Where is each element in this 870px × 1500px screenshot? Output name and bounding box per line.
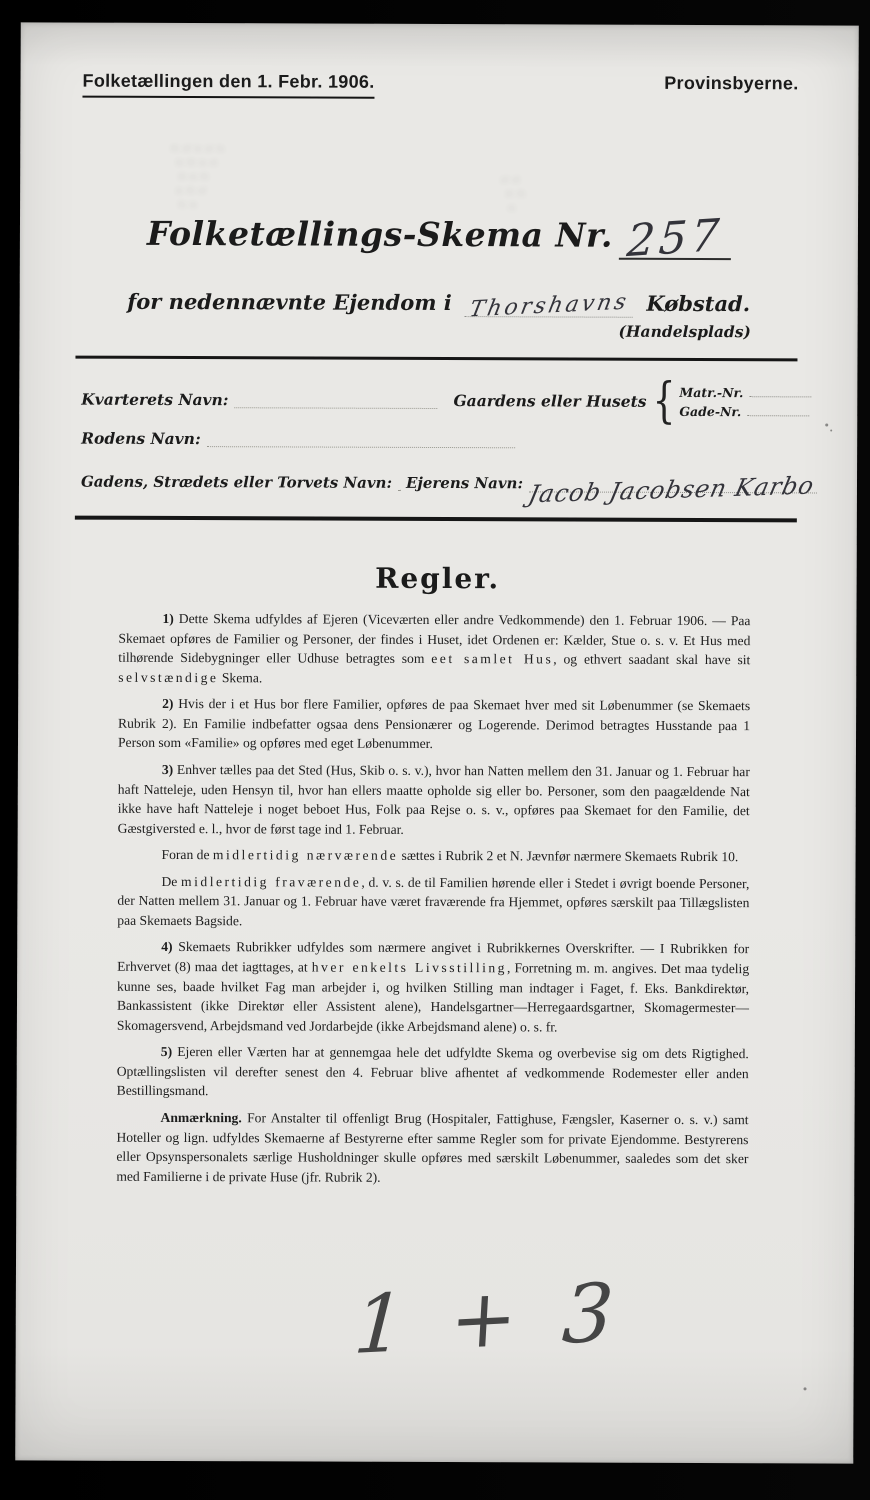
matr-nr-label: Matr.-Nr. — [679, 384, 744, 400]
rodens-navn-field — [207, 430, 516, 448]
form-row-kvarter — [81, 373, 811, 430]
kvarterets-navn-label: Kvarterets Navn: — [81, 389, 229, 410]
regler-paragraph: 4) Skemaets Rubrikker udfyldes som nærmere angivet i Rubrikkernes Overskrifter. — I Rubrikken for Erhvervet (8) maa det iagttages, at hver enkelts Livsstilling, Forretning m. m. angives. Det maa tydelig kunne ses, baade hvilket Fag man arbejder i, og hvilken Stilling man indtager i Faget, f. Eks. Bankdirektør, Bankassistent (ikke Direktør eller Assistent alene), Handelsgartner—Herregaardsgartner, Skomagermester—Skomagersvend, Arbejdsmand ved Jordarbejde (ikke Arbejdsmand alene) o. s. fr. — [116, 939, 750, 1035]
page-header — [82, 71, 798, 101]
gadens-navn-label: Gadens, Strædets eller Torvets Navn: — [80, 472, 393, 492]
gade-nr-line — [679, 403, 811, 419]
form-title-row — [20, 204, 858, 268]
gaardens-husets-group — [453, 373, 811, 430]
form-title: Folketællings-Skema Nr. — [146, 213, 614, 255]
regler-paragraph: De midlertidig fraværende, d. v. s. de til Familien hørende eller i Stedet i øvrigt boende Personer, der Natten mellem 31. Januar og 1. Februar have været fraværende fra Hjemmet, opføres særskilt paa Tillægslisten paa Skemaets Bagside. — [117, 873, 750, 929]
gade-nr-label: Gade-Nr. — [679, 403, 742, 419]
regler-paragraph: 5) Ejeren eller Værten har at gennemgaa hele det udfyldte Skema og overbevise sig om dets Rigtighed. Optællingslisten vil derefter senest den 4. Februar blive afhentet af vedkommende Rodemester eller anden Bestillingsmand. — [116, 1044, 749, 1099]
matr-nr-line — [679, 384, 811, 400]
regler-heading: Regler. — [375, 561, 501, 596]
regler-paragraph: 2) Hvis der i et Hus bor flere Familier, opføres de paa Skemaet hver med sit Løbenummer (se Skemaets Rubrik 2). En Familie indbefatter ogsaa dens Pensionærer og Logerende. Derimod betragtes Husstande paa 1 Person som «Familie» og opføres med eget Løbenummer. — [117, 696, 751, 752]
subtitle-note: (Handelsplads) — [618, 321, 751, 342]
gade-nr-field — [747, 404, 809, 416]
regler-paragraph: Anmærkning. For Anstalter til offenligt Brug (Hospitaler, Fattighuse, Fængsler, Kaserner o. s. v.) samt Hoteller og lign. udfyldes Skemaerne af Bestyrerne efter samme Regler som for private Ejendomme. Bestyrerens eller Opsynspersonalets særlige Husholdninger skulle opføres med særskilt Løbenummer, saaledes som det sker med Familierne i de private Huse (jfr. Rubrik 2). — [116, 1109, 749, 1185]
form-row-rode — [81, 429, 521, 450]
subtitle-prefix: for nedennævnte Ejendom i — [127, 288, 452, 316]
place-name-handwritten: Thorshavns — [467, 289, 631, 323]
nr-column — [679, 384, 811, 419]
scan-speckle — [830, 430, 832, 432]
gadens-navn-field — [398, 475, 400, 491]
scan-speckle — [825, 423, 828, 426]
regler-paragraph: 1) Dette Skema udfyldes af Ejeren (Viceværten eller andre Vedkommende) den 1. Februar 1906. — Paa Skemaet opføres de Familier og Personer, der findes i Huset, idet Ordenen er: Kælder, Stue o. s. v. Et Hus med tilhørende Sidebygninger eller Udhuse betragtes som eet samlet Hus, og ethvert saadant skal have sit selvstændige Skema. — [118, 610, 751, 686]
ejerens-navn-label: Ejerens Navn: — [405, 473, 524, 493]
form-subtitle-row — [20, 288, 858, 323]
form-number-field — [619, 207, 731, 268]
horizontal-rule-bottom — [75, 516, 797, 522]
form-number-handwritten: 257 — [625, 209, 725, 268]
header-title-left: Folketællingen den 1. Febr. 1906. — [82, 71, 374, 99]
bleed-through-ghost: ilf tfl lfi ffi tli — [500, 175, 526, 215]
regler-paragraph: Foran de midlertidig nærværende sættes i Rubrik 2 et N. Jævnfør nærmere Skemaets Rubrik 10. — [161, 847, 739, 865]
regler-paragraph: 3) Enhver tælles paa det Sted (Hus, Skib o. s. v.), hvor han Natten mellem den 31. Januar og 1. Februar har haft Natteleje, uden Hensyn til, hvor han ellers maatte opholde sig eller bo. Personer, som den paagældende Nat ikke have haft Natteleje i noget beboet Hus, Folk paa Rejse o. s. v., opføres paa Skemaet for den Familie, det Gæstgiversted e. l., hvor de først tage ind 1. Februar. — [117, 761, 750, 837]
ejerens-navn-field — [525, 471, 818, 509]
matr-nr-field — [749, 384, 811, 396]
pencil-annotation: 1 + 3 — [351, 1265, 626, 1372]
scan-speckle — [804, 1387, 807, 1390]
subtitle-suffix: Købstad. — [646, 290, 751, 317]
gaardens-label: Gaardens eller Husets — [453, 391, 647, 411]
rodens-navn-label: Rodens Navn: — [81, 428, 201, 449]
census-form-page — [15, 22, 859, 1463]
kvarterets-navn-field — [235, 391, 438, 408]
header-title-right: Provinsbyerne. — [664, 72, 799, 94]
form-row-gade-ejer — [80, 471, 818, 509]
horizontal-rule-top — [75, 356, 797, 362]
regler-paragraphs — [116, 609, 750, 1196]
place-name-field — [465, 289, 633, 323]
brace-glyph: { — [652, 373, 676, 430]
bleed-through-ghost: ffi iff lli ilf fli fil ffl ilt tfi lfi tli ffi ili ffi tlf fli ilt — [170, 143, 225, 212]
ejerens-navn-handwritten: Jacob Jacobsen Karbo — [525, 471, 818, 509]
